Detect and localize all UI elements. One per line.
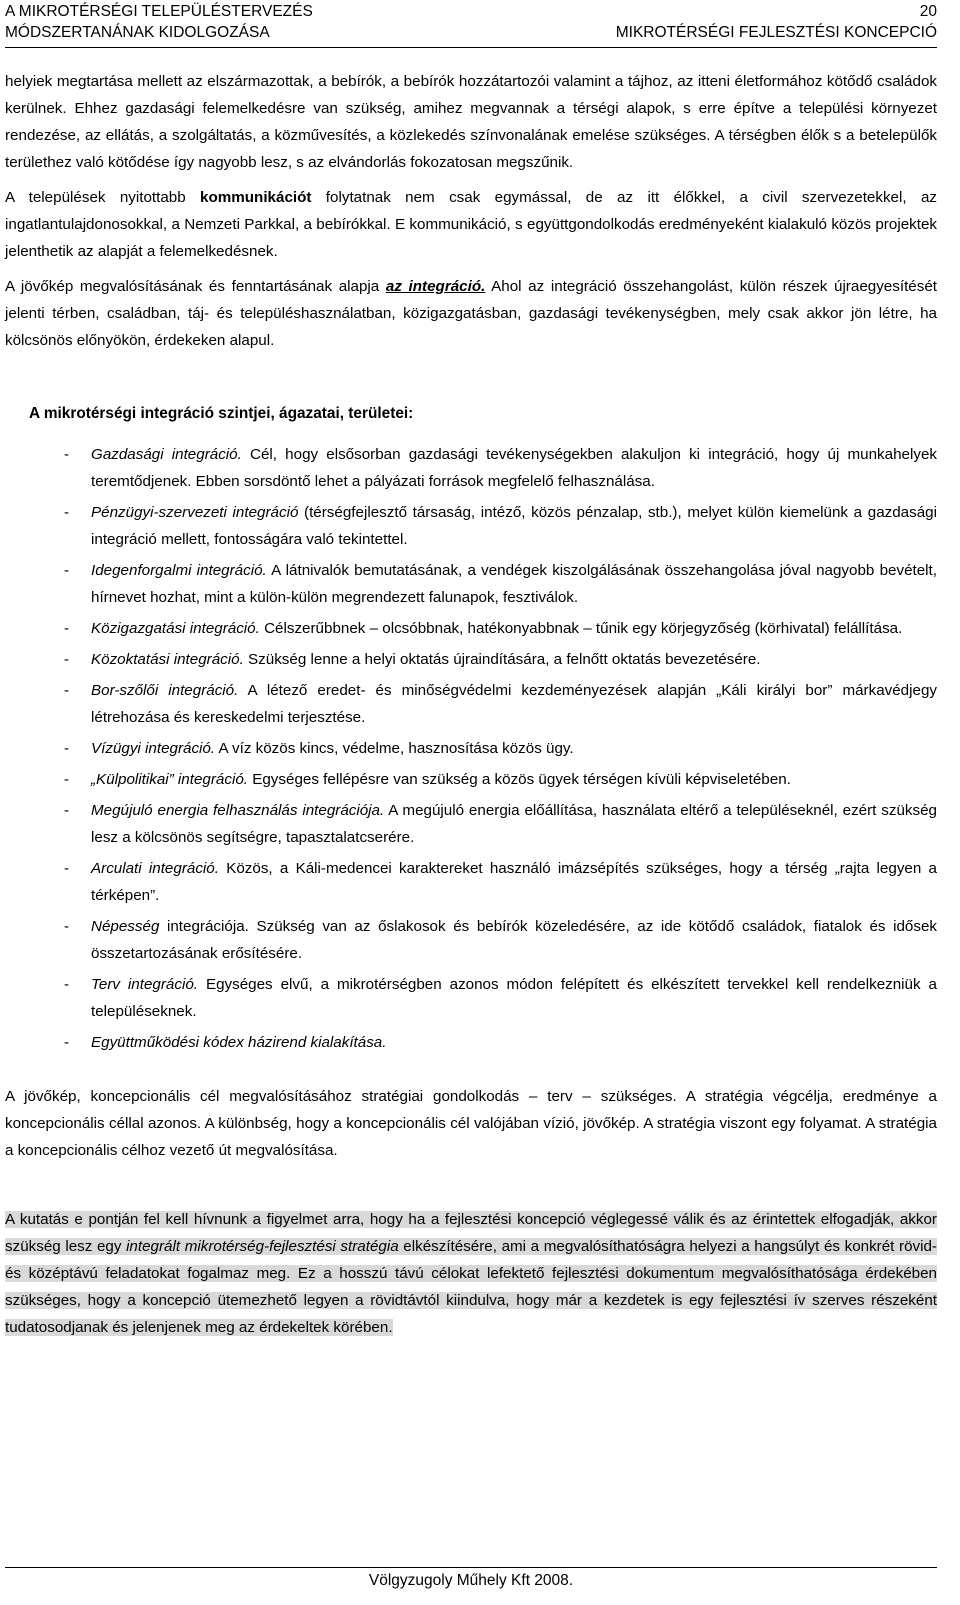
list-item-text: Közös, a Káli-medencei karaktereket használó imázsépítés szükséges, hogy a térség „rajta legyen a térképen”.: [91, 860, 938, 904]
list-item-term: Idegenforgalmi integráció.: [91, 562, 267, 579]
list-dash: -: [64, 976, 70, 993]
list-item-term: Arculati integráció.: [91, 860, 219, 877]
list-item-text: A látnivalók bemutatásának, a vendégek kiszolgálásának összehangolása jóval nagyobb bevételt, hírnevet hozhat, mint a külön-külön megrendezett falunapok, fesztiválok.: [91, 562, 937, 606]
list-item-text: A létező eredet- és minőségvédelmi kezdeményezések alapján „Káli királyi bor” márkavédjegy létrehozása és kereskedelmi terjesztése.: [91, 682, 937, 726]
footer-divider: [5, 1567, 937, 1568]
header-title-2: MÓDSZERTANÁNAK KIDOLGOZÁSA: [5, 24, 270, 41]
list-item-term: Népesség: [91, 918, 160, 935]
list-item: [5, 441, 937, 495]
body-content: [5, 68, 937, 1341]
list-item-text: Egységes elvű, a mikrotérségben azonos módon felépített és elkészített tervekkel kell rendelkezniük a településeknek.: [91, 976, 937, 1020]
list-dash: -: [64, 620, 70, 637]
list-item-term: Bor-szőlői integráció.: [91, 682, 239, 699]
list-dash: -: [64, 860, 70, 877]
list-item-term: Közigazgatási integráció.: [91, 620, 260, 637]
integration-list: [5, 441, 937, 1056]
list-item-term: Közoktatási integráció.: [91, 651, 244, 668]
list-dash: -: [64, 771, 70, 788]
list-item-text: Célszerűbbnek – olcsóbbnak, hatékonyabbnak – tűnik egy körjegyzőség (körhivatal) felállítása.: [259, 620, 903, 637]
list-item: [5, 797, 937, 851]
highlight-text-a: A kutatás e pontján fel kell hívnunk a figyelmet arra, hogy ha a fejlesztési koncepció véglegessé válik és az érintettek elfogadják, akkor szükség lesz egy: [5, 1211, 937, 1255]
document-page: [5, 0, 937, 1605]
list-item: [5, 557, 937, 611]
list-item-text: (térségfejlesztő társaság, intéző, közös pénzalap, stb.), melyet külön kiemelünk a gazdasági integráció mellett, fontosságára való tekintettel.: [91, 504, 937, 548]
list-item: [5, 615, 937, 642]
page-number: 20: [919, 3, 937, 20]
list-item: [5, 971, 937, 1025]
highlight-italic: integrált mikrotérség-fejlesztési stratégia: [126, 1238, 399, 1255]
list-item: [5, 766, 937, 793]
paragraph-3: [5, 273, 937, 354]
list-dash: -: [64, 562, 70, 579]
list-item-term: Terv integráció.: [91, 976, 198, 993]
list-item-text: Cél, hogy elsősorban gazdasági tevékenységekben alakuljon ki integráció, hogy új munkahelyek teremtődjenek. Ebben sorsdöntő lehet a pályázati források megfelelő felhasználása.: [91, 446, 937, 490]
header-divider: [5, 47, 937, 48]
list-dash: -: [64, 651, 70, 668]
paragraph-2-text-a: A települések nyitottabb: [5, 189, 201, 206]
paragraph-3-text-a: A jövőkép megvalósításának és fenntartásának alapja: [5, 278, 386, 295]
list-item-term: Megújuló energia felhasználás integrációja.: [91, 802, 385, 819]
list-dash: -: [64, 682, 70, 699]
paragraph-1: helyiek megtartása mellett az elszármazottak, a bebírók, a bebírók hozzátartozói valamint a tájhoz, az itteni életformához kötődő családok kerülnek. Ehhez gazdasági felemelkedésre van szükség, amihez megvannak a térségi alapok, s erre építve a települési környezet rendezése, az ellátás, a szolgáltatás, a közművesítés, a közlekedés színvonalának emelése szükséges. A térségben élők s a betelepülők területhez való kötődése így nagyobb lesz, s az elvándorlás fokozatosan megszűnik.: [5, 73, 937, 171]
paragraph-2-text-c: folytatnak nem csak egymással, de az itt élőkkel, a civil szervezetekkel, az ingatlantulajdonosokkal, a Nemzeti Parkkal, a bebírókkal. E kommunikáció, s együttgondolkodás eredményeként kialakuló közös projektek jelenthetik az alapját a felemelkedésnek.: [5, 189, 937, 260]
list-dash: -: [64, 504, 70, 521]
list-dash: -: [64, 446, 70, 463]
list-item-term: Együttműködési kódex házirend kialakítása.: [91, 1034, 387, 1051]
list-item-term: Gazdasági integráció.: [91, 446, 242, 463]
list-item: [5, 646, 937, 673]
list-dash: -: [64, 1034, 70, 1051]
list-item-text: Egységes fellépésre van szükség a közös ügyek térségen kívüli képviseletében.: [248, 771, 791, 788]
header-title-1: A MIKROTÉRSÉGI TELEPÜLÉSTERVEZÉS: [5, 3, 313, 20]
paragraph-2: [5, 184, 937, 265]
list-item-text: Szükség lenne a helyi oktatás újraindítására, a felnőtt oktatás bevezetésére.: [243, 651, 761, 668]
list-item: [5, 677, 937, 731]
list-item-term: Pénzügyi-szervezeti integráció: [91, 504, 299, 521]
list-item: [5, 499, 937, 553]
paragraph-3-emphasis: az integráció.: [385, 278, 486, 295]
list-item-term: Vízügyi integráció.: [91, 740, 216, 757]
list-dash: -: [64, 740, 70, 757]
highlight-text-c: elkészítésére, ami a megvalósíthatóságra helyezi a hangsúlyt és konkrét rövid- és középtávú feladatokat fogalmaz meg. Ez a hosszú távú célokat lefektető fejlesztési dokumentum megvalósíthatósága érdekében szükséges, hogy a koncepció ütemezhető legyen a rövidtávtól kiindulva, hogy már a kezdetek is egy fejlesztési ív szerves részeként tudatosodjanak és jelenjenek meg az érdekeltek körében.: [5, 1238, 937, 1336]
list-dash: -: [64, 802, 70, 819]
list-item-text: integrációja. Szükség van az őslakosok és bebírók közeledésére, az ide kötődő családok, fiatalok és idősek összetartozásának erősítésére.: [91, 918, 937, 962]
paragraph-4: A jövőkép, koncepcionális cél megvalósításához stratégiai gondolkodás – terv – szükséges. A stratégia végcélja, eredménye a koncepcionális céllal azonos. A különbség, hogy a koncepcionális cél valójában vízió, jövőkép. A stratégia viszont egy folyamat. A stratégia a koncepcionális célhoz vezető út megvalósítása.: [5, 1088, 937, 1159]
list-item: [5, 1029, 937, 1056]
header-section-title: MIKROTÉRSÉGI FEJLESZTÉSI KONCEPCIÓ: [615, 24, 937, 41]
footer-text: Völgyzugoly Műhely Kft 2008.: [368, 1572, 574, 1589]
list-item: [5, 855, 937, 909]
list-dash: -: [64, 918, 70, 935]
paragraph-3-text-c: Ahol az integráció összehangolást, külön részek újraegyesítését jelenti térben, családban, táj- és településhasználatban, közigazgatásban, gazdasági tevékenységben, mely csak akkor jön létre, ha kölcsönös előnyökön, érdekeken alapul.: [5, 278, 937, 349]
list-item-text: A víz közös kincs, védelme, hasznosítása közös ügy.: [215, 740, 574, 757]
paragraph-2-bold: kommunikációt: [200, 189, 312, 206]
list-item-text: A megújuló energia előállítása, használata eltérő a településeknél, ezért szükség lesz a kölcsönös segítségre, tapasztalatcserére.: [91, 802, 937, 846]
list-item: [5, 735, 937, 762]
list-item-term: „Külpolitikai” integráció.: [91, 771, 249, 788]
list-item: [5, 913, 937, 967]
section-heading: A mikrotérségi integráció szintjei, ágazatai, területei:: [29, 405, 414, 422]
highlighted-paragraph: [5, 1206, 937, 1341]
